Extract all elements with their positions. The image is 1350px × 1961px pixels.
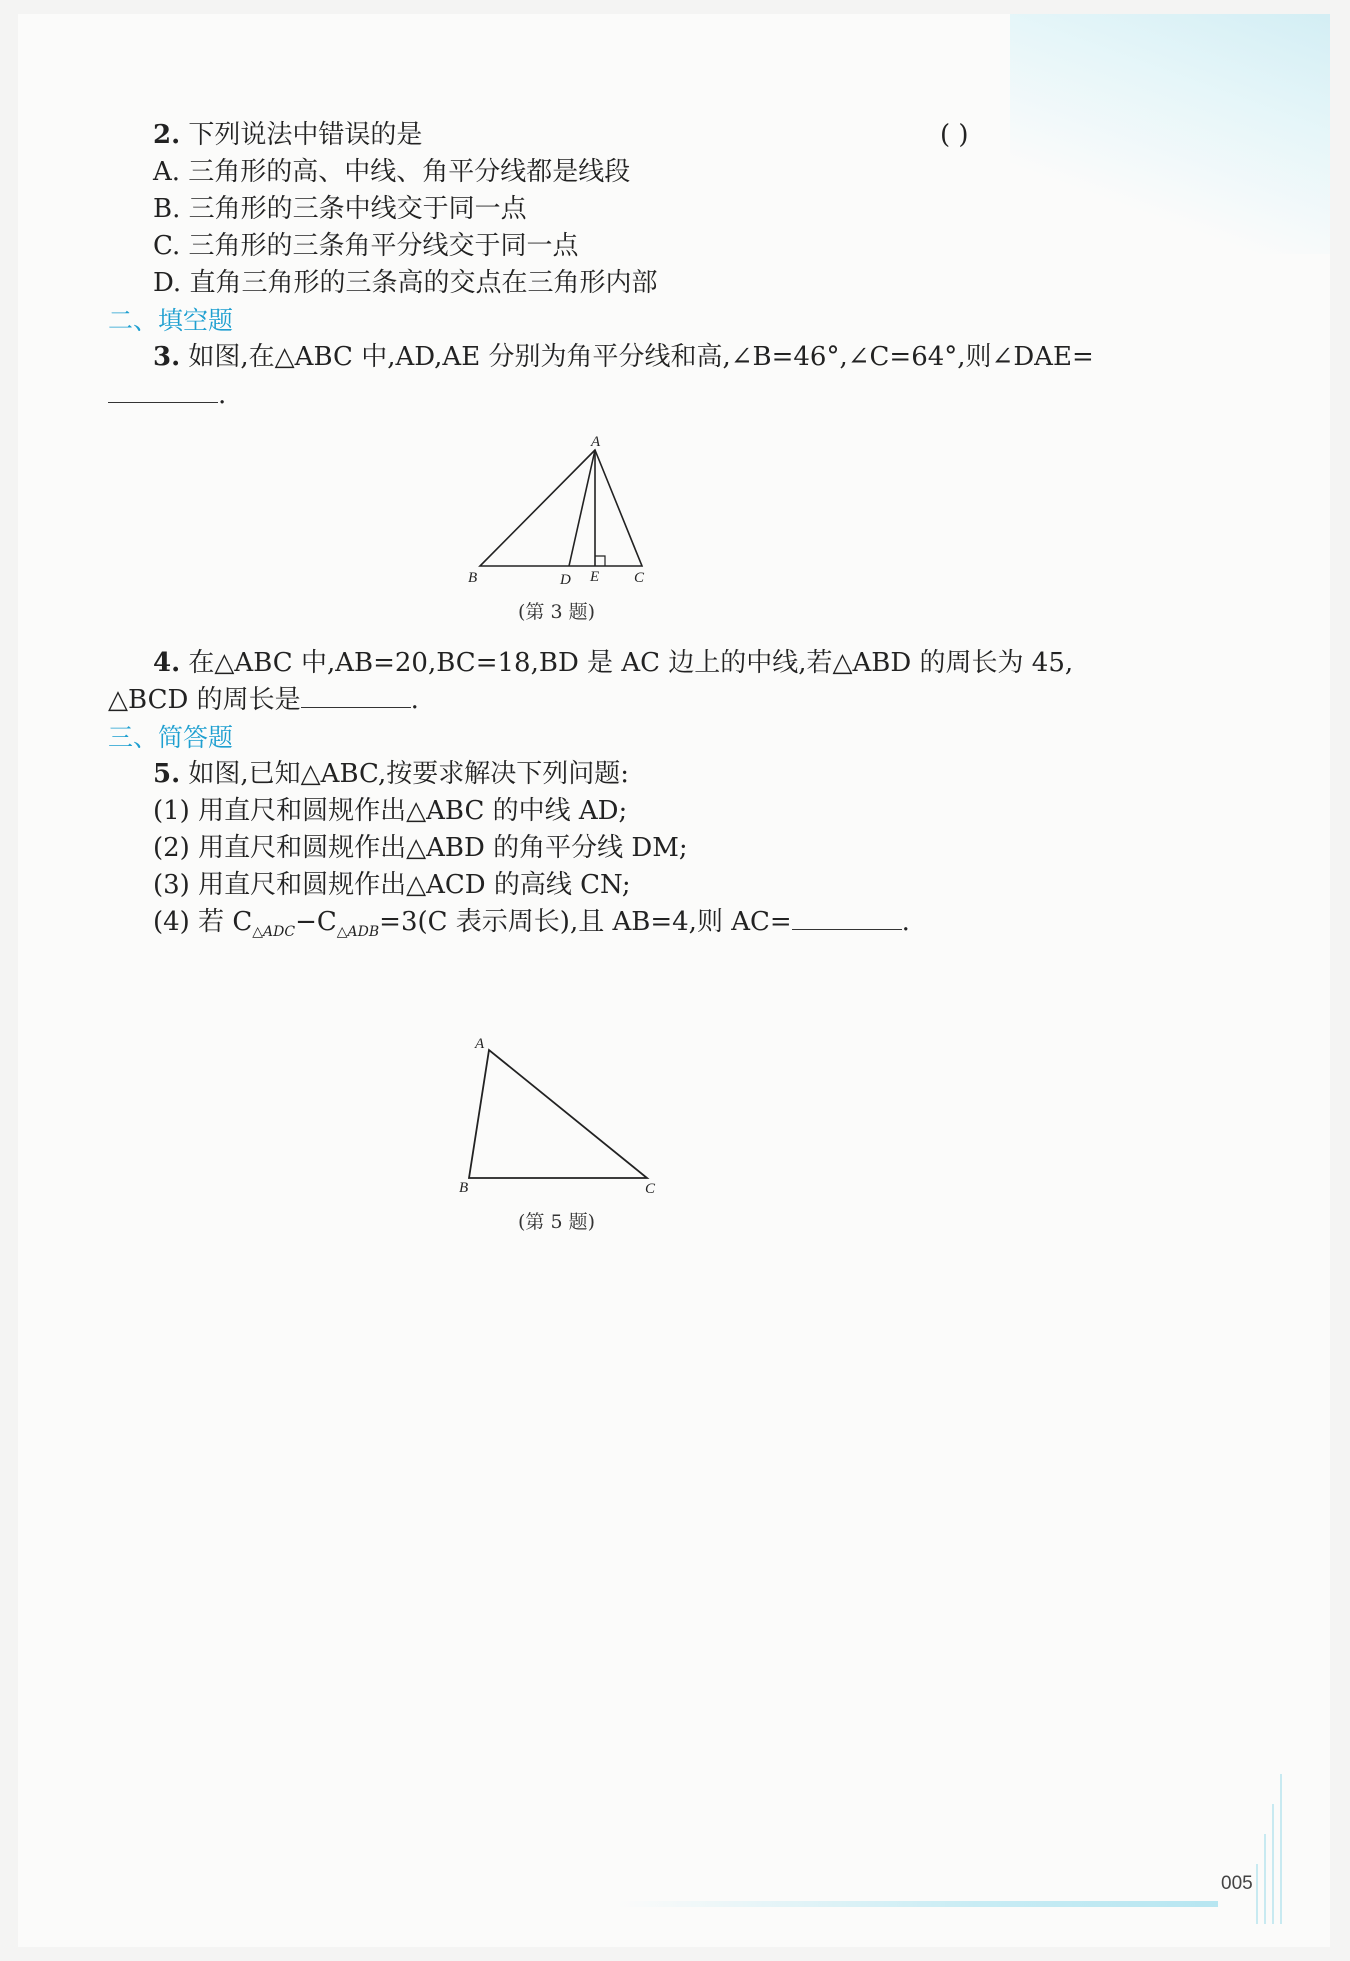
q3-label-b: B — [468, 570, 478, 586]
q5-item-1: (1) 用直尺和圆规作出△ABC 的中线 AD; — [153, 796, 628, 826]
q4-text1: 在△ABC 中,AB=20,BC=18,BD 是 AC 边上的中线,若△ABD 的周长为 45, — [188, 648, 1074, 678]
q5-stem — [153, 757, 629, 791]
q5-triangle-abc — [469, 1050, 647, 1178]
q5-item4-sub1: △ADC — [252, 924, 296, 941]
q5-item4-end: . — [901, 907, 910, 937]
q5-item4-sub2: △ADB — [336, 924, 380, 941]
q3-text — [153, 340, 1094, 374]
q5-item4-post: =3(C 表示周长),且 AB=4,则 AC= — [379, 907, 792, 937]
q5-item4-pre: (4) 若 C — [153, 907, 253, 937]
q5-answer-blank[interactable] — [792, 905, 902, 930]
q3-right-angle-mark — [595, 556, 605, 566]
q4-answer-blank[interactable] — [301, 683, 411, 708]
q3-label-d: D — [560, 572, 571, 588]
corner-decoration — [1010, 14, 1330, 254]
q2-stem — [153, 118, 422, 152]
q3-answer-line — [108, 378, 226, 412]
section-short-answer-heading: 三、简答题 — [108, 723, 234, 752]
footer-decoration-bar — [618, 1901, 1218, 1907]
q4-text2: △BCD 的周长是 — [108, 685, 301, 715]
q4-text-line1 — [153, 646, 1073, 680]
q5-label-c: C — [645, 1181, 656, 1197]
footer-decoration-lines — [1256, 1774, 1296, 1924]
q2-number: 2. — [153, 120, 181, 150]
q3-answer-blank[interactable] — [108, 378, 218, 403]
q3-segment-ad — [569, 450, 595, 566]
q2-option-c: C. 三角形的三条角平分线交于同一点 — [153, 231, 579, 261]
q5-item-2: (2) 用直尺和圆规作出△ABD 的角平分线 DM; — [153, 833, 688, 863]
page-number: 005 — [1221, 1873, 1253, 1894]
q5-label-a: A — [475, 1036, 485, 1052]
q3-triangle-abc — [480, 450, 642, 566]
q5-triangle-figure — [450, 1030, 670, 1200]
q5-item4-mid: −C — [295, 907, 337, 937]
q5-label-b: B — [459, 1180, 469, 1196]
q2-option-b: B. 三角形的三条中线交于同一点 — [153, 194, 527, 224]
q5-item-4 — [153, 905, 910, 949]
q2-answer-bracket: ( ) — [940, 120, 969, 150]
q2-option-a: A. 三角形的高、中线、角平分线都是线段 — [153, 157, 631, 187]
q3-label-c: C — [634, 570, 645, 586]
q2-stem-text: 下列说法中错误的是 — [188, 120, 423, 150]
q5-stem-text: 如图,已知△ABC,按要求解决下列问题: — [188, 759, 630, 789]
q5-item-3: (3) 用直尺和圆规作出△ACD 的高线 CN; — [153, 870, 631, 900]
q3-number: 3. — [153, 342, 181, 372]
q4-end: . — [410, 685, 419, 715]
q3-end: . — [218, 380, 227, 410]
q3-text-body: 如图,在△ABC 中,AD,AE 分别为角平分线和高,∠B=46°,∠C=64°,则∠DAE= — [188, 342, 1094, 372]
q3-triangle-figure — [460, 432, 660, 590]
section-fill-in-heading: 二、填空题 — [108, 306, 234, 335]
q3-label-a: A — [591, 434, 601, 450]
q5-caption: (第 5 题) — [518, 1211, 595, 1233]
q4-number: 4. — [153, 648, 181, 678]
q5-number: 5. — [153, 759, 181, 789]
q3-caption: (第 3 题) — [518, 601, 595, 623]
q4-text-line2 — [108, 683, 419, 717]
q2-option-d: D. 直角三角形的三条高的交点在三角形内部 — [153, 268, 658, 298]
q3-label-e: E — [590, 569, 600, 585]
